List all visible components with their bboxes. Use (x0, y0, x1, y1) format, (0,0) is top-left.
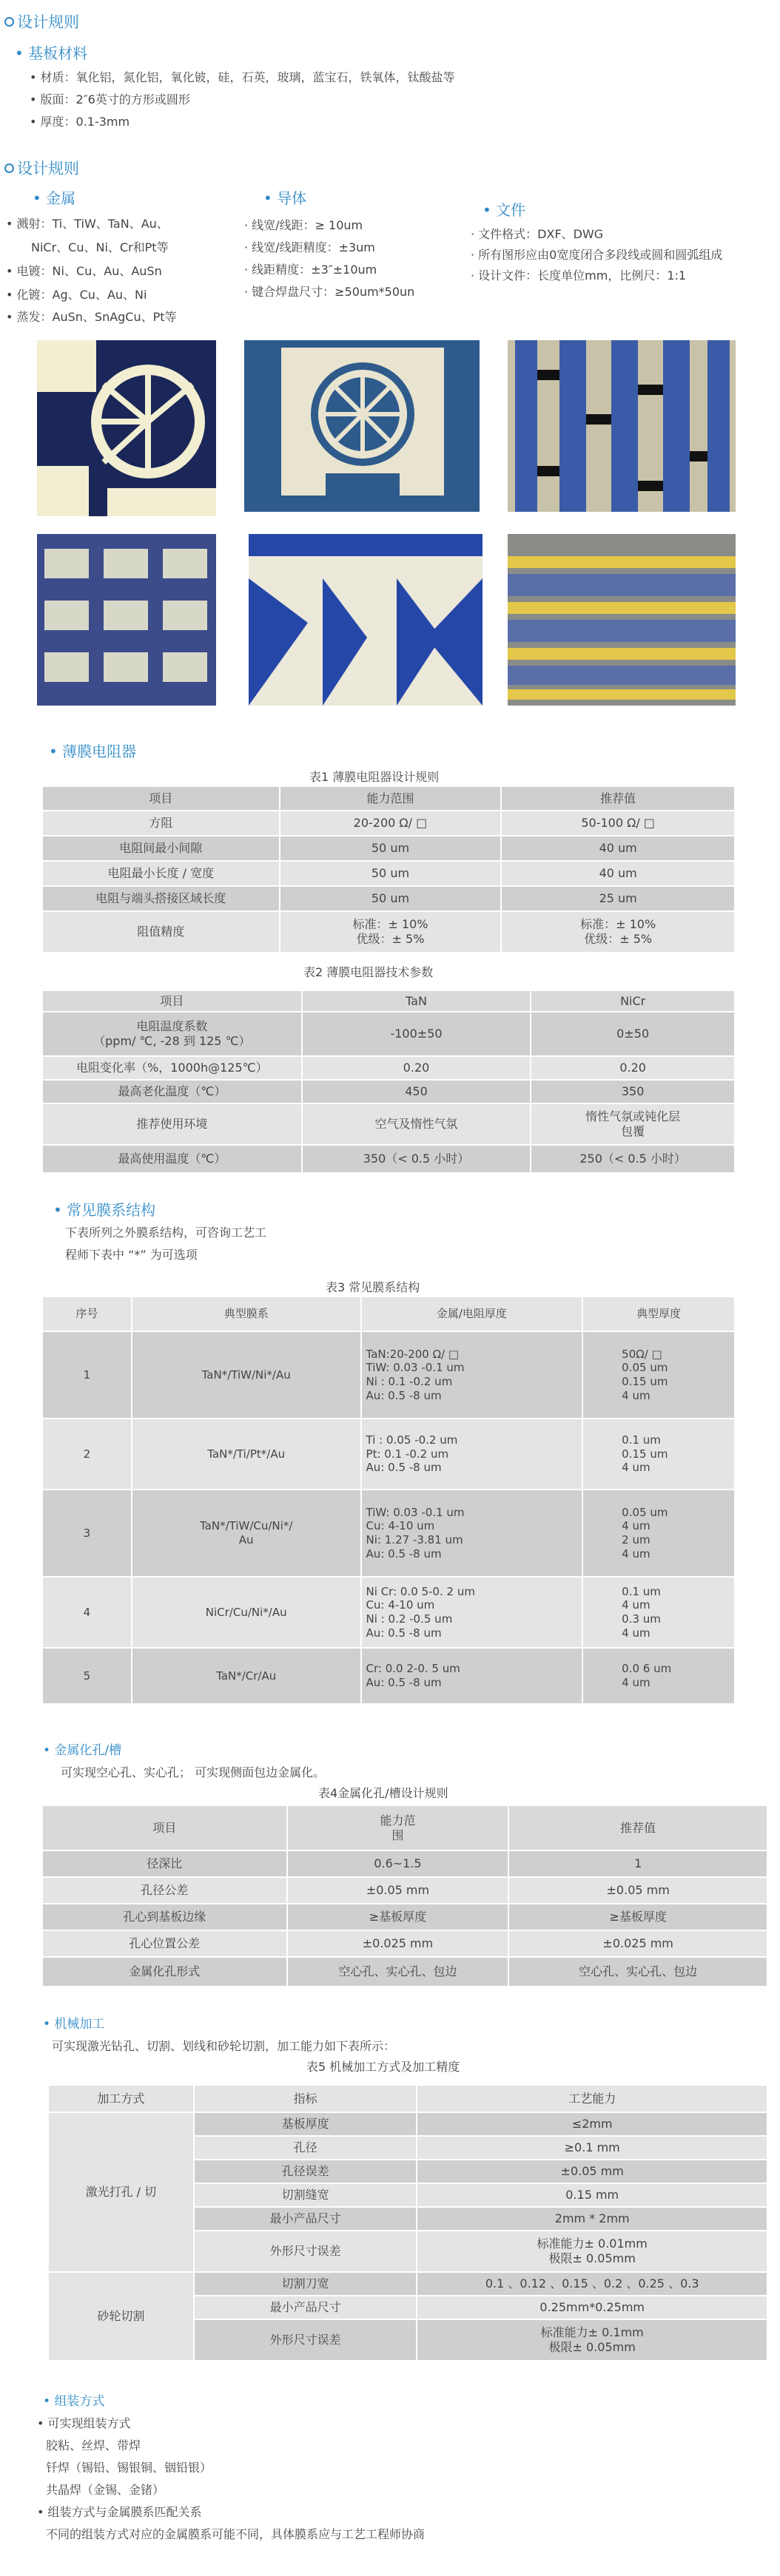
table-row: 电阻变化率（%，1000h@125℃） 0.20 0.20 (43, 1056, 735, 1080)
table-row: 电阻最小长度 / 宽度 50 um 40 um (43, 861, 735, 886)
table-header-row: 项目 能力范 围 推荐值 (43, 1806, 767, 1850)
resistor-heading: • 薄膜电阻器 (49, 743, 137, 760)
substrate-thickness-line: • 厚度：0.1-3mm (30, 115, 130, 129)
table-row: 推荐使用环境 空气及惰性气氛 惰性气氛或钝化层 包覆 (43, 1103, 735, 1145)
circuit-photo-4 (37, 534, 216, 706)
file-line: · 文件格式：DXF、DWG (471, 227, 604, 241)
film-desc: 下表所列之外膜系结构，可咨询工艺工 (65, 1226, 267, 1240)
table-row: 径深比 0.6~1.5 1 (43, 1850, 767, 1877)
table3-caption: 表3 常见膜系结构 (326, 1280, 420, 1294)
circuit-photo-3 (508, 340, 736, 512)
assembly-line: • 组装方式与金属膜系匹配关系 (37, 2505, 202, 2519)
table5 (49, 2086, 768, 2362)
table-row: 方阻 20-200 Ω/ □ 50-100 Ω/ □ (43, 811, 735, 836)
table-header-row: 序号 典型膜系 金属/电阻厚度 典型厚度 (43, 1297, 735, 1331)
conductor-line: · 键合焊盘尺寸：≥50um*50un (244, 285, 415, 299)
table-header-row: 项目 TaN NiCr (43, 991, 735, 1012)
file-heading: • 文件 (483, 201, 526, 219)
assembly-line: 不同的组装方式对应的金属膜系可能不同，具体膜系应与工艺工程师协商 (46, 2527, 426, 2541)
table-row: 孔径 ≥0.1 mm (49, 2136, 767, 2160)
assembly-line: • 可实现组装方式 (37, 2416, 131, 2430)
table-row: 1 TaN*/TiW/Ni*/Au TaN:20-200 Ω/ □ TiW: 0.03 -0.1 um Ni : 0.1 -0.2 um Au: 0.5 -8 um 50Ω/ □ 0.05 um 0.15 um 4 um (43, 1331, 735, 1419)
section-heading-design-rules-2: 设计规则 (4, 157, 79, 179)
conductor-heading: • 导体 (263, 189, 307, 207)
table-row: 孔心位置公差 ±0.025 mm ±0.025 mm (43, 1930, 767, 1957)
table-row: 4 NiCr/Cu/Ni*/Au Ni Cr: 0.0 5-0. 2 um Cu: 4-10 um Ni : 0.2 -0.5 um Au: 0.5 -8 um 0.1 um 4 um 0.3 um 4 um (43, 1577, 735, 1648)
table-row: 孔径误差 ±0.05 mm (49, 2160, 767, 2183)
assembly-line: 钎焊（锡铅、锡银铜、铟铅银） (46, 2461, 212, 2475)
table-row: 2 TaN*/Ti/Pt*/Au Ti : 0.05 -0.2 um Pt: 0.1 -0.2 um Au: 0.5 -8 um 0.1 um 0.15 um 4 um (43, 1419, 735, 1490)
via-heading: • 金属化孔/槽 (43, 1743, 122, 1758)
table-row: 电阻间最小间隙 50 um 40 um (43, 836, 735, 861)
metal-line: • 电镀：Ni、Cu、Au、AuSn (6, 264, 162, 278)
table-row: 孔心到基板边缘 ≥基板厚度 ≥基板厚度 (43, 1904, 767, 1930)
table-row: 砂轮切割 切割刀宽 0.1 、0.12 、0.15 、0.2 、0.25 、0.3 (49, 2272, 767, 2296)
table-row: 电阻温度系数 （ppm/ ℃, -28 到 125 ℃） -100±50 0±50 (43, 1012, 735, 1056)
substrate-size-line: • 版面：2″6英寸的方形或圆形 (30, 92, 190, 107)
table-header-row: 项目 能力范围 推荐值 (43, 787, 735, 811)
circuit-photo-5 (249, 534, 483, 706)
table-row: 3 TaN*/TiW/Cu/Ni*/ Au TiW: 0.03 -0.1 um Cu: 4-10 um Ni: 1.27 -3.81 um Au: 0.5 -8 um 0.05 um 4 um 2 um 4 um (43, 1490, 735, 1577)
table1 (43, 787, 736, 953)
circle-bullet-icon (4, 163, 14, 173)
table2 (43, 991, 736, 1174)
table-row: 最小产品尺寸 2mm * 2mm (49, 2207, 767, 2231)
table5-caption: 表5 机械加工方式及加工精度 (306, 2060, 460, 2074)
table3 (43, 1297, 736, 1705)
table-row: 最小产品尺寸 0.25mm*0.25mm (49, 2296, 767, 2319)
metal-heading: • 金属 (33, 189, 76, 207)
circle-bullet-icon (4, 17, 14, 27)
assembly-line: 共晶焊（金锡、金锗） (46, 2483, 165, 2497)
conductor-line: · 线距精度：±3″±10um (244, 263, 377, 277)
conductor-line: · 线宽/线距：≥ 10um (244, 218, 363, 232)
table-row: 激光打孔 / 切 基板厚度 ≤2mm (49, 2112, 767, 2136)
film-desc: 程师下表中 “*” 为可选项 (65, 1248, 198, 1262)
table-row: 孔径公差 ±0.05 mm ±0.05 mm (43, 1877, 767, 1904)
assembly-heading: • 组装方式 (43, 2394, 105, 2409)
metal-line: NiCr、Cu、Ni、Cr和Pt等 (31, 240, 169, 254)
table4 (43, 1806, 768, 1987)
via-desc: 可实现空心孔、实心孔； 可实现侧面包边金属化。 (61, 1765, 326, 1779)
table-row: 阻值精度 标准：± 10% 优级：± 5% 标准：± 10% 优级：± 5% (43, 911, 735, 953)
table-row: 电阻与端头搭接区域长度 50 um 25 um (43, 886, 735, 911)
file-line: · 所有图形应由0宽度闭合多段线或圆和圆弧组成 (471, 248, 723, 262)
machining-heading: • 机械加工 (43, 2017, 105, 2032)
table4-caption: 表4金属化孔/槽设计规则 (318, 1786, 448, 1800)
table-row: 外形尺寸误差 标准能力± 0.01mm 极限± 0.05mm (49, 2231, 767, 2272)
table-header-row: 加工方式 指标 工艺能力 (49, 2086, 767, 2112)
table-row: 切割缝宽 0.15 mm (49, 2183, 767, 2207)
metal-line: • 蒸发：AuSn、SnAgCu、Pt等 (6, 310, 177, 324)
substrate-heading: • 基板材料 (15, 44, 88, 62)
substrate-material-line: • 材质：氧化铝，氮化铝，氧化铍，硅，石英，玻璃，蓝宝石，铁氧体，钛酸盐等 (30, 70, 455, 84)
table-row: 金属化孔形式 空心孔、实心孔、包边 空心孔、实心孔、包边 (43, 1957, 767, 1987)
section-heading-design-rules-1: 设计规则 (4, 10, 79, 33)
film-heading: • 常见膜系结构 (53, 1201, 156, 1219)
table2-caption: 表2 薄膜电阻器技术参数 (303, 965, 434, 979)
table-row: 最高使用温度（℃） 350（< 0.5 小时） 250（< 0.5 小时） (43, 1145, 735, 1173)
circuit-photo-6 (508, 534, 736, 706)
metal-line: • 化镀：Ag、Cu、Au、Ni (6, 288, 147, 302)
circuit-photo-2 (244, 340, 480, 512)
table-row: 外形尺寸误差 标准能力± 0.1mm 极限± 0.05mm (49, 2319, 767, 2361)
conductor-line: · 线宽/线距精度：±3um (244, 240, 375, 254)
metal-line: • 溅射：Ti、TiW、TaN、Au、 (6, 217, 169, 231)
table1-caption: 表1 薄膜电阻器设计规则 (309, 770, 440, 784)
assembly-line: 胶粘、丝焊、带焊 (46, 2438, 141, 2452)
machining-desc: 可实现激光钻孔、切割、划线和砂轮切割，加工能力如下表所示： (52, 2039, 396, 2053)
circuit-photo-1 (37, 340, 216, 516)
file-line: · 设计文件：长度单位mm，比例尺：1:1 (471, 268, 687, 283)
table-row: 最高老化温度（℃） 450 350 (43, 1080, 735, 1103)
table-row: 5 TaN*/Cr/Au Cr: 0.0 2-0. 5 um Au: 0.5 -8 um 0.0 6 um 4 um (43, 1648, 735, 1704)
